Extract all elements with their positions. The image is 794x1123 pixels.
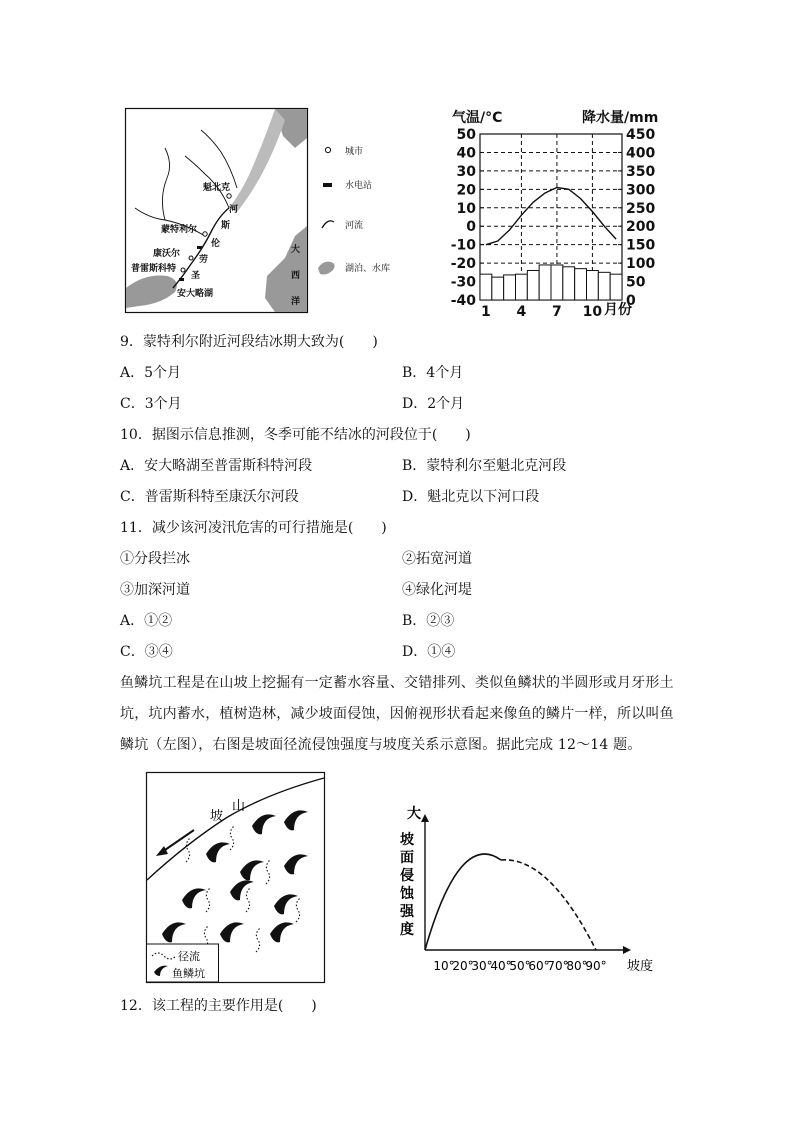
q10-option-b[interactable]: B．蒙特利尔至魁北克河段 bbox=[402, 458, 567, 474]
q12-stem: 12．该工程的主要作用是( ) bbox=[120, 998, 317, 1014]
precip-bar bbox=[539, 265, 551, 300]
temperature-tick-label: 10 bbox=[456, 200, 476, 217]
left-axis-label: 气温/°C bbox=[452, 110, 503, 126]
q11-item-1: ①分段拦冰 bbox=[120, 551, 190, 567]
precip-tick-label: 200 bbox=[626, 219, 656, 236]
q10-stem: 10．据图示信息推测，冬季可能不结冰的河段位于( ) bbox=[120, 427, 471, 443]
month-tick-label: 7 bbox=[552, 304, 562, 320]
temperature-tick-label: 20 bbox=[456, 182, 476, 199]
river-char: 劳 bbox=[199, 255, 209, 265]
precip-bar bbox=[516, 274, 528, 300]
climate-chart bbox=[450, 104, 659, 320]
slope-tick-label: 50° bbox=[509, 959, 531, 973]
month-tick-label: 10 bbox=[582, 304, 603, 320]
y-axis-label-char: 坡 bbox=[400, 832, 414, 848]
precip-bar bbox=[610, 274, 622, 300]
slope-char-po: 坡 bbox=[210, 809, 224, 824]
q10-option-a[interactable]: A．安大略湖至普雷斯科特河段 bbox=[120, 458, 313, 474]
precip-tick-label: 350 bbox=[626, 163, 656, 180]
slope-tick-label: 80° bbox=[566, 959, 588, 973]
precip-tick-label: 100 bbox=[626, 256, 656, 273]
temperature-tick-label: -30 bbox=[450, 274, 476, 291]
slope-tick-label: 40° bbox=[490, 959, 512, 973]
q11-item-4: ④绿化河堤 bbox=[402, 582, 472, 598]
slope-tick-label: 20° bbox=[452, 959, 474, 973]
river-char: 圣 bbox=[191, 271, 201, 281]
river-char: 伦 bbox=[211, 239, 221, 249]
precip-tick-label: 400 bbox=[626, 145, 656, 162]
q9-option-b[interactable]: B．4个月 bbox=[402, 365, 464, 381]
legend-pit: 鱼鳞坑 bbox=[172, 967, 205, 980]
precip-bar bbox=[587, 270, 599, 300]
river-char: 斯 bbox=[221, 221, 231, 231]
ocean-char: 洋 bbox=[291, 297, 301, 307]
label-montreal: 蒙特利尔 bbox=[161, 225, 198, 235]
erosion-chart bbox=[395, 800, 655, 980]
q11-option-d[interactable]: D．①④ bbox=[402, 644, 456, 660]
river-map-figure bbox=[125, 108, 410, 320]
precip-tick-label: 150 bbox=[626, 237, 656, 254]
city-prescott bbox=[181, 268, 185, 272]
y-axis-label-char: 度 bbox=[400, 922, 414, 938]
precip-bar bbox=[575, 269, 587, 300]
ocean-char: 西 bbox=[291, 271, 301, 281]
precip-tick-label: 0 bbox=[626, 293, 636, 309]
precip-bar bbox=[480, 274, 492, 300]
q9-option-c[interactable]: C．3个月 bbox=[120, 396, 182, 412]
legend-lake: 湖泊、水库 bbox=[345, 264, 391, 274]
slope-tick-label: 70° bbox=[547, 959, 569, 973]
q10-option-c[interactable]: C．普雷斯科特至康沃尔河段 bbox=[120, 489, 299, 505]
hydro-station bbox=[179, 278, 184, 281]
q10-option-d[interactable]: D．魁北克以下河口段 bbox=[402, 489, 540, 505]
temperature-tick-label: -10 bbox=[450, 237, 476, 254]
slope-tick-label: 60° bbox=[528, 959, 550, 973]
right-axis-label: 降水量/mm bbox=[582, 110, 659, 126]
fish-scale-pit-figure bbox=[146, 772, 326, 984]
q11-item-2: ②拓宽河道 bbox=[402, 551, 472, 567]
river-char: 河 bbox=[229, 205, 239, 215]
temperature-tick-label: 30 bbox=[456, 163, 476, 180]
legend-river: 河流 bbox=[345, 221, 364, 231]
q9-option-a[interactable]: A．5个月 bbox=[120, 365, 182, 381]
precip-bar bbox=[504, 275, 516, 300]
month-tick-label: 1 bbox=[481, 304, 491, 320]
y-axis-label-char: 蚀 bbox=[400, 886, 414, 902]
temperature-tick-label: 50 bbox=[456, 127, 476, 143]
erosion-curve-falling bbox=[501, 860, 596, 950]
legend-city-icon bbox=[325, 147, 330, 152]
y-axis-arrow bbox=[421, 814, 429, 822]
precip-bar bbox=[563, 267, 575, 300]
temperature-tick-label: -20 bbox=[450, 256, 476, 273]
hydro-station bbox=[197, 246, 202, 249]
x-axis-arrow bbox=[623, 946, 631, 954]
legend-runoff: 径流 bbox=[178, 950, 200, 963]
precip-tick-label: 250 bbox=[626, 200, 656, 217]
y-axis-max-label: 大 bbox=[407, 806, 421, 822]
passage-text: 鱼鳞坑工程是在山坡上挖掘有一定蓄水容量、交错排列、类似鱼鳞状的半圆形或月牙形土坑，坑内蓄水，植树造林，减少坡面侵蚀，因俯视形状看起来像鱼的鳞片一样，所以叫鱼鳞坑（左图），右图是坡面径流侵蚀强度与坡度关系示意图。据此完成 12～14 题。 bbox=[120, 675, 674, 753]
q11-option-b[interactable]: B．②③ bbox=[402, 613, 455, 629]
precip-bar bbox=[492, 277, 504, 300]
ocean-char: 大 bbox=[291, 245, 301, 255]
precip-tick-label: 300 bbox=[626, 182, 656, 199]
city-kingston bbox=[189, 256, 193, 260]
q11-stem: 11．减少该河凌汛危害的可行措施是( ) bbox=[120, 520, 387, 536]
erosion-curve-rising bbox=[425, 854, 501, 950]
y-axis-label-char: 侵 bbox=[400, 868, 414, 884]
city-quebec bbox=[227, 194, 231, 198]
label-kingston: 康沃尔 bbox=[153, 249, 181, 259]
label-prescott: 普雷斯科特 bbox=[131, 264, 177, 274]
slope-tick-label: 90° bbox=[585, 959, 607, 973]
q11-option-c[interactable]: C．③④ bbox=[120, 644, 173, 660]
slope-tick-label: 30° bbox=[471, 959, 493, 973]
label-quebec: 魁北克 bbox=[203, 183, 231, 193]
x-axis-label: 坡度 bbox=[627, 959, 654, 974]
legend-river-icon bbox=[322, 221, 334, 228]
temperature-tick-label: 0 bbox=[466, 219, 476, 236]
legend-station-icon bbox=[323, 183, 332, 187]
y-axis-label-char: 面 bbox=[400, 850, 414, 866]
legend-station: 水电站 bbox=[345, 181, 373, 191]
legend-city: 城市 bbox=[345, 147, 364, 157]
temperature-tick-label: -40 bbox=[450, 293, 476, 309]
q9-option-d[interactable]: D．2个月 bbox=[402, 396, 465, 412]
q9-stem: 9．蒙特利尔附近河段结冰期大致为( ) bbox=[120, 334, 378, 350]
temperature-line bbox=[486, 188, 616, 245]
city-montreal bbox=[203, 232, 207, 236]
y-axis-label-char: 强 bbox=[400, 904, 414, 920]
precip-bar bbox=[527, 270, 539, 300]
temperature-tick-label: 40 bbox=[456, 145, 476, 162]
precip-tick-label: 450 bbox=[626, 127, 656, 143]
q11-option-a[interactable]: A．①② bbox=[120, 613, 173, 629]
slope-char-shan: 山 bbox=[232, 799, 246, 814]
precip-tick-label: 50 bbox=[626, 274, 646, 291]
q11-item-3: ③加深河道 bbox=[120, 582, 190, 598]
month-tick-label: 4 bbox=[516, 304, 527, 320]
legend-lake-icon bbox=[318, 262, 335, 275]
x-axis-label: 月份 bbox=[604, 302, 632, 318]
slope-tick-label: 10° bbox=[433, 959, 455, 973]
precip-bar bbox=[551, 265, 563, 300]
label-ontario: 安大略湖 bbox=[177, 289, 214, 299]
precip-bar bbox=[598, 272, 610, 300]
